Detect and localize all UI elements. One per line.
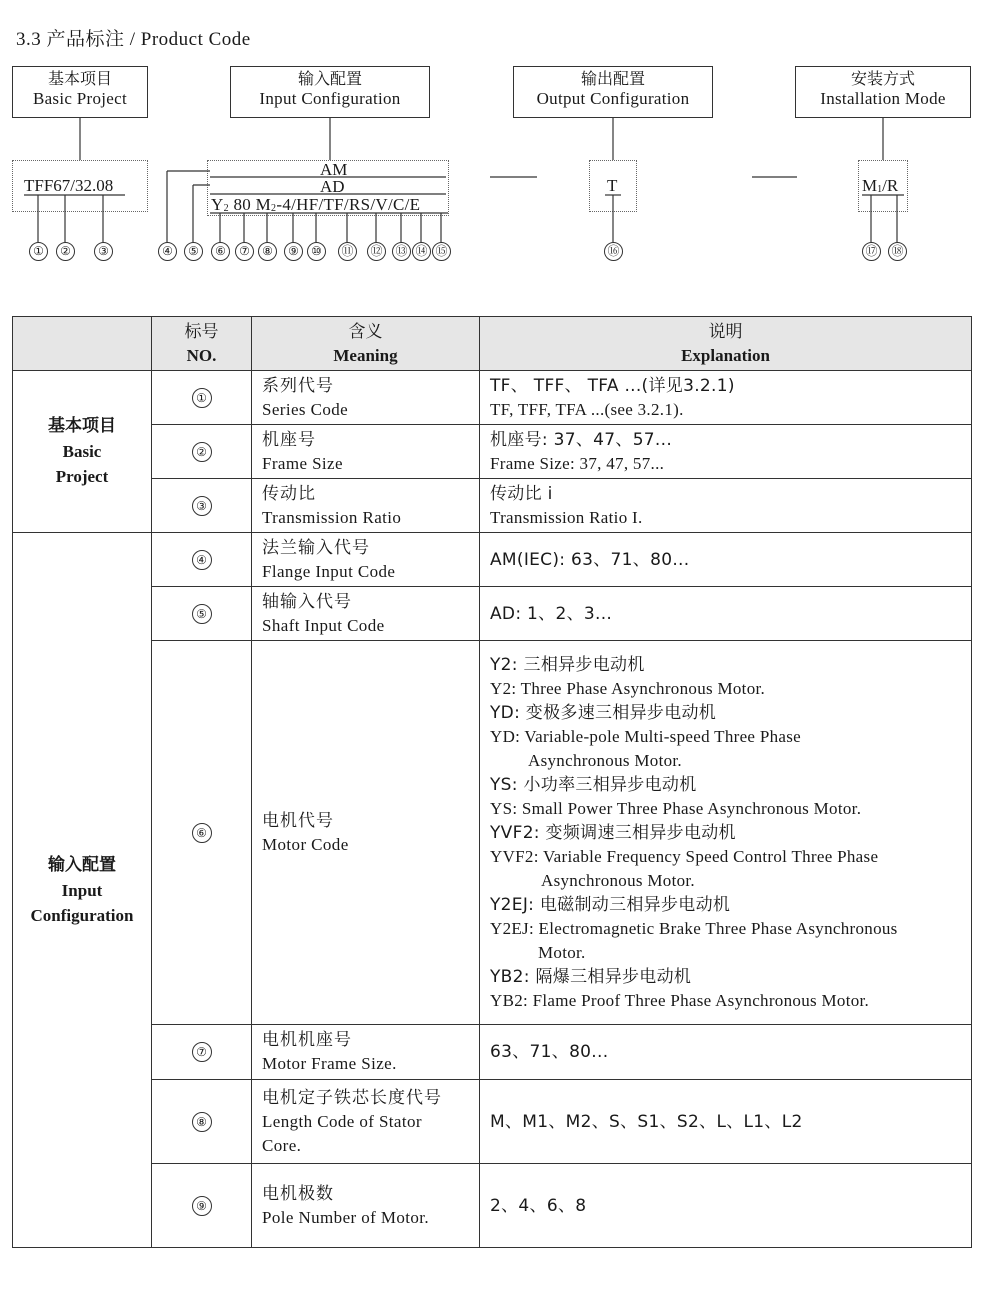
installation-mode-en: Installation Mode [820, 89, 946, 108]
marker-4: ④ [158, 242, 177, 261]
basic-project-en: Basic Project [32, 89, 128, 108]
output-config-en: Output Configuration [536, 89, 690, 108]
header-meaning-cn: 含义 [348, 321, 383, 342]
group-basic-project [13, 371, 152, 533]
explanation-line: 传动比 i [490, 483, 553, 504]
table-header-row [13, 317, 972, 371]
meaning-en: Motor Frame Size. [262, 1054, 397, 1073]
row-no [152, 533, 252, 587]
row-explanation [480, 1164, 972, 1248]
output-config-cn: 输出配置 [580, 69, 645, 88]
group-input-en1: Input [61, 880, 103, 900]
explanation-line: Asynchronous Motor. [541, 870, 695, 890]
marker-16: ⑯ [604, 242, 623, 261]
motor-prefix-sub: 2 [223, 203, 229, 214]
table-row [13, 425, 972, 479]
explanation-line: 2、4、6、8 [490, 1195, 587, 1216]
group-input-en2: Configuration [30, 905, 134, 925]
header-meaning-en: Meaning [333, 345, 398, 365]
marker-1: ① [29, 242, 48, 261]
explanation-line: YD: 变极多速三相异步电动机 [490, 702, 717, 723]
frame-code: 67 [53, 176, 71, 195]
row-no [152, 1025, 252, 1080]
row-no [152, 479, 252, 533]
meaning-cn: 电机机座号 [262, 1030, 352, 1050]
row-explanation [480, 587, 972, 641]
meaning-en: Shaft Input Code [262, 615, 385, 635]
meaning-en: Series Code [262, 399, 349, 419]
am-label: AM [320, 160, 348, 179]
marker-13: ⑬ [392, 242, 411, 261]
meaning-en: Transmission Ratio [262, 507, 402, 527]
row-no [152, 371, 252, 425]
group-basic-cn: 基本项目 [48, 416, 116, 436]
explanation-line: 机座号: 37、47、57... [490, 429, 673, 450]
row-explanation [480, 479, 972, 533]
input-config-cn: 输入配置 [297, 69, 362, 88]
row-no-marker: ⑧ [192, 1112, 212, 1132]
explanation-line: YVF2: Variable Frequency Speed Control Three Phase [490, 846, 879, 866]
marker-14: ⑭ [412, 242, 431, 261]
table-row [13, 1164, 972, 1248]
table-row [13, 533, 972, 587]
motor-len-sub: 2 [271, 203, 277, 214]
meaning-cn: 轴输入代号 [262, 591, 352, 612]
table-row [13, 587, 972, 641]
meaning-cn: 电机极数 [262, 1183, 334, 1204]
row-no [152, 587, 252, 641]
meaning-cn: 机座号 [262, 429, 316, 450]
marker-15: ⑮ [432, 242, 451, 261]
explanation-line: Y2EJ: Electromagnetic Brake Three Phase Asynchronous [490, 918, 898, 938]
row-no-marker: ⑤ [192, 604, 212, 624]
motor-len-code: M [255, 195, 272, 214]
meaning-en: Flange Input Code [262, 561, 396, 581]
explanation-line: AD: 1、2、3... [490, 603, 613, 624]
marker-18: ⑱ [888, 242, 907, 261]
header-no [152, 317, 252, 371]
connector-lines [0, 0, 990, 270]
row-meaning [252, 1164, 480, 1248]
header-no-en: NO. [186, 345, 217, 365]
marker-8: ⑧ [258, 242, 277, 261]
motor-rest-code: -4/HF/TF/RS/V/C/E [276, 195, 421, 214]
explanation-line: TF, TFF, TFA ...(see 3.2.1). [490, 399, 684, 419]
explanation-line: Y2: 三相异步电动机 [490, 654, 645, 675]
basic-code [24, 176, 113, 196]
row-meaning [252, 479, 480, 533]
marker-3: ③ [94, 242, 113, 261]
explanation-line: Motor. [538, 942, 586, 962]
row-meaning [252, 1025, 480, 1080]
meaning-en: Length Code of Stator Core. [262, 1111, 422, 1155]
explanation-line: YB2: 隔爆三相异步电动机 [490, 966, 692, 987]
row-explanation [480, 641, 972, 1025]
row-no-marker: ① [192, 388, 212, 408]
marker-17: ⑰ [862, 242, 881, 261]
mount-rest: /R [882, 176, 899, 195]
row-meaning [252, 533, 480, 587]
row-meaning [252, 1080, 480, 1164]
mount-sub: 1 [877, 184, 883, 195]
explanation-line: 63、71、80... [490, 1042, 609, 1062]
row-no-marker: ⑥ [192, 823, 212, 843]
row-meaning [252, 641, 480, 1025]
header-explanation-cn: 说明 [708, 321, 743, 342]
header-no-cn: 标号 [184, 321, 219, 342]
marker-11: ⑪ [338, 242, 357, 261]
marker-9: ⑨ [284, 242, 303, 261]
row-no [152, 641, 252, 1025]
row-no-marker: ③ [192, 496, 212, 516]
marker-7: ⑦ [235, 242, 254, 261]
row-explanation [480, 425, 972, 479]
explanation-line: YB2: Flame Proof Three Phase Asynchronous Motor. [490, 990, 870, 1010]
meaning-en: Pole Number of Motor. [262, 1207, 430, 1227]
marker-10: ⑩ [307, 242, 326, 261]
header-explanation [480, 317, 972, 371]
marker-5: ⑤ [184, 242, 203, 261]
row-meaning [252, 371, 480, 425]
meaning-cn: 电机定子铁芯长度代号 [262, 1087, 442, 1108]
explanation-line: YD: Variable-pole Multi-speed Three Phase [490, 726, 801, 746]
motor-prefix: Y [211, 195, 224, 214]
meaning-cn: 法兰输入代号 [262, 537, 370, 558]
section-heading: 3.3 产品标注 / Product Code [16, 29, 251, 50]
marker-12: ⑫ [367, 242, 386, 261]
motor-frame-code: 80 [233, 195, 252, 214]
series-code: TFF [24, 176, 54, 195]
explanation-line: YVF2: 变频调速三相异步电动机 [490, 822, 736, 843]
meaning-cn: 传动比 [262, 483, 316, 504]
meaning-cn: 系列代号 [262, 375, 334, 396]
row-no [152, 1164, 252, 1248]
meaning-en: Frame Size [262, 453, 343, 473]
table-row [13, 479, 972, 533]
spec-table [12, 316, 972, 1248]
ratio-code: /32.08 [70, 176, 114, 195]
group-input-config [13, 533, 152, 1248]
installation-mode-cn: 安装方式 [850, 69, 915, 88]
meaning-en: Motor Code [262, 834, 349, 854]
header-empty [13, 317, 152, 371]
table-row [13, 1080, 972, 1164]
row-explanation [480, 371, 972, 425]
row-no [152, 425, 252, 479]
row-no-marker: ② [192, 442, 212, 462]
row-explanation [480, 1080, 972, 1164]
marker-2: ② [56, 242, 75, 261]
row-no-marker: ⑨ [192, 1196, 212, 1216]
input-config-en: Input Configuration [259, 89, 401, 108]
meaning-cn: 电机代号 [262, 810, 334, 831]
explanation-line: Frame Size: 37, 47, 57... [490, 453, 665, 473]
motor-code [211, 195, 420, 215]
explanation-line: YS: Small Power Three Phase Asynchronous Motor. [490, 798, 862, 818]
table-row [13, 371, 972, 425]
row-no [152, 1080, 252, 1164]
basic-project-cn: 基本项目 [47, 69, 112, 88]
ad-label: AD [320, 177, 345, 196]
explanation-line: TF、 TFF、 TFA ...(详见3.2.1) [490, 375, 735, 396]
table-row [13, 1025, 972, 1080]
output-code: T [607, 176, 618, 195]
table-row [13, 641, 972, 1025]
explanation-line: Asynchronous Motor. [528, 750, 682, 770]
row-no-marker: ⑦ [192, 1042, 212, 1062]
explanation-line: AM(IEC): 63、71、80... [490, 549, 690, 570]
header-meaning [252, 317, 480, 371]
group-basic-en1: Basic [62, 442, 102, 461]
explanation-line: Y2EJ: 电磁制动三相异步电动机 [490, 894, 731, 915]
mount-code [862, 176, 898, 196]
explanation-line: YS: 小功率三相异步电动机 [490, 774, 697, 795]
row-explanation [480, 533, 972, 587]
header-explanation-en: Explanation [681, 345, 770, 365]
row-meaning [252, 425, 480, 479]
explanation-line: M、M1、M2、S、S1、S2、L、L1、L2 [490, 1111, 803, 1132]
row-explanation [480, 1025, 972, 1080]
mount-main: M [862, 176, 878, 195]
marker-6: ⑥ [211, 242, 230, 261]
explanation-line: Transmission Ratio I. [490, 507, 643, 527]
explanation-line: Y2: Three Phase Asynchronous Motor. [490, 678, 766, 698]
group-input-cn: 输入配置 [48, 854, 116, 875]
row-no-marker: ④ [192, 550, 212, 570]
row-meaning [252, 587, 480, 641]
group-basic-en2: Project [55, 467, 109, 486]
